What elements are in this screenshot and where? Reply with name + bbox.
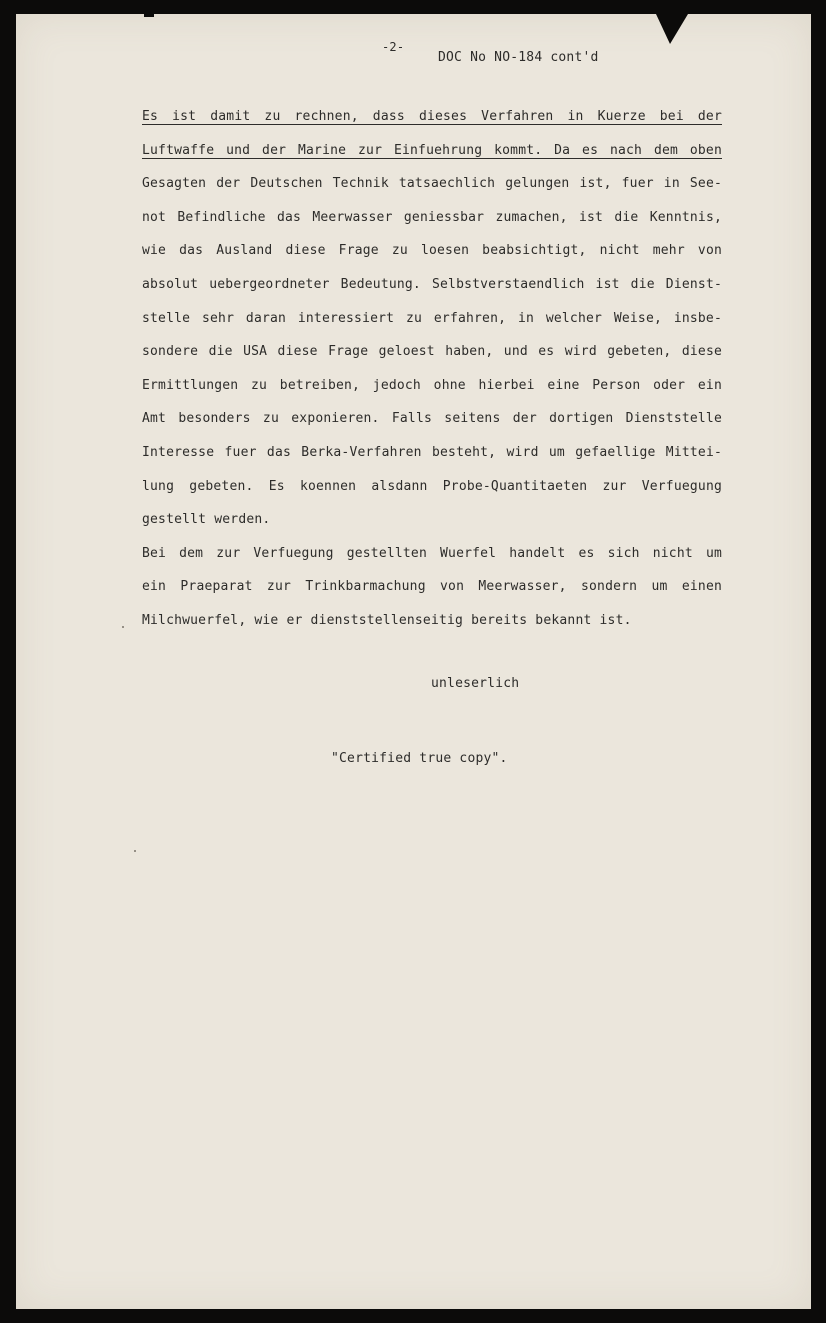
body-line (142, 134, 722, 168)
body-line: stelle sehr daran interessiert zu erfahren, in welcher Weise, insbe- (142, 310, 722, 326)
body-line: gestellt werden. (142, 512, 271, 528)
body-line: Interesse fuer das Berka-Verfahren besteht, wird um gefaellige Mittei- (142, 444, 722, 460)
body-line: Amt besonders zu exponieren. Falls seitens der dortigen Dienststelle (142, 411, 722, 427)
paper-speck (122, 626, 124, 628)
body-line: absolut uebergeordneter Bedeutung. Selbstverstaendlich ist die Dienst- (142, 276, 722, 292)
page-number: -2- (382, 40, 405, 54)
doc-reference: DOC No NO-184 cont'd (438, 50, 599, 65)
torn-edge (656, 14, 688, 44)
body-line: sondere die USA diese Frage geloest haben, und es wird gebeten, diese (142, 344, 722, 360)
body-line: Ermittlungen zu betreiben, jedoch ohne hierbei eine Person oder ein (142, 377, 722, 393)
underlined-phrase: Luftwaffe und der Marine zur Einfuehrung kommt. Da es nach dem oben (142, 142, 722, 158)
certification-note: "Certified true copy". (331, 751, 508, 766)
torn-edge-small (144, 14, 154, 17)
body-line: Milchwuerfel, wie er dienststellenseitig bereits bekannt ist. (142, 612, 632, 628)
body-line: wie das Ausland diese Frage zu loesen beabsichtigt, nicht mehr von (142, 243, 722, 259)
body-line: Gesagten der Deutschen Technik tatsaechlich gelungen ist, fuer in See- (142, 176, 722, 192)
paper-speck (134, 850, 136, 852)
letter-body (142, 100, 722, 638)
body-line: Es ist damit zu rechnen, dass dieses Verfahren in Kuerze bei der (142, 109, 722, 124)
body-line: Bei dem zur Verfuegung gestellten Wuerfel handelt es sich nicht um (142, 545, 722, 561)
signature: unleserlich (431, 676, 520, 691)
body-line: not Befindliche das Meerwasser geniessbar zumachen, ist die Kenntnis, (142, 209, 722, 225)
body-line: ein Praeparat zur Trinkbarmachung von Meerwasser, sondern um einen (142, 579, 722, 595)
body-line: lung gebeten. Es koennen alsdann Probe-Quantitaeten zur Verfuegung (142, 478, 722, 494)
